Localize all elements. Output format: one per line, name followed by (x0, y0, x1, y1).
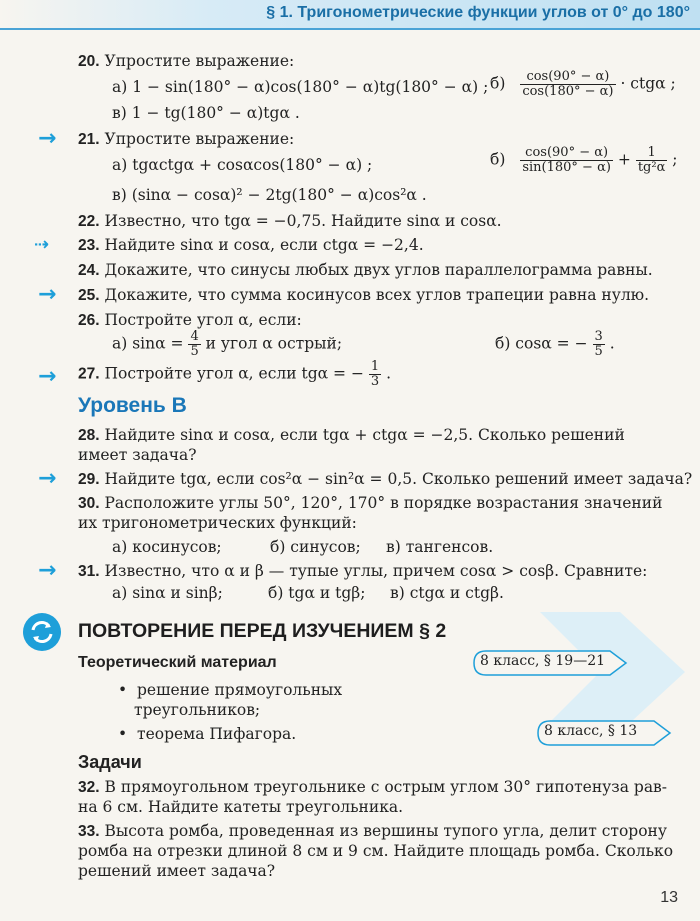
denominator: sin(180° − α) (522, 160, 611, 175)
problem-33-line2: ромба на отрезки длиной 8 см и 9 см. Найдите площадь ромба. Сколько (78, 842, 674, 860)
problem-number: 29. (78, 471, 100, 488)
problem-31-b: б) tgα и tgβ; (268, 584, 366, 602)
fraction (593, 330, 605, 359)
option-text: а) sinα = (112, 334, 184, 353)
problem-text: Постройте угол α, если tgα = − (104, 364, 364, 383)
numerator: cos(90° − α) (520, 146, 613, 161)
arrow-icon: → (38, 282, 57, 307)
denominator: 5 (190, 344, 199, 359)
fraction (520, 70, 615, 99)
bullet-item-cont: треугольников; (134, 701, 261, 719)
problem-text: Докажите, что синусы любых двух углов параллелограмма равны. (104, 261, 653, 279)
option-text: б) cosα = − (495, 334, 588, 353)
problem-25 (78, 284, 649, 307)
arrow-icon: → (38, 466, 57, 491)
problem-text: Расположите углы 50°, 120°, 170° в порядке возрастания значений (104, 494, 663, 512)
bullet-icon: • (118, 725, 137, 743)
problem-number: 31. (78, 563, 100, 580)
tasks-title: Задачи (78, 752, 142, 772)
problem-24 (78, 259, 653, 282)
problem-text: Упростите выражение: (104, 52, 295, 70)
problem-text: Известно, что α и β — тупые углы, причем cosα > cosβ. Сравните: (104, 562, 648, 580)
problem-text: Высота ромба, проведенная из вершины тупого угла, делит сторону (104, 822, 668, 840)
problem-text: Докажите, что сумма косинусов всех углов трапеции равна нулю. (104, 286, 650, 304)
problem-33-line3: решений имеет задача? (78, 862, 276, 880)
plus-sign: + (617, 150, 631, 169)
problem-number: 26. (78, 312, 100, 329)
reference-label: 8 класс, § 19—21 (480, 653, 606, 669)
problem-text: Найдите sinα и cosα, если tgα + ctgα = −2,5. Сколько решений (104, 426, 625, 444)
problem-number: 24. (78, 262, 100, 279)
fraction (636, 146, 668, 175)
numerator: 4 (190, 329, 199, 344)
problem-32-line2: на 6 см. Найдите катеты треугольника. (78, 798, 404, 816)
problem-30-a: а) косинусов; (112, 538, 222, 556)
problem-21-b (490, 146, 678, 175)
problem-number: 25. (78, 287, 100, 304)
bullet-text: теорема Пифагора. (137, 725, 297, 743)
problem-22 (78, 210, 502, 233)
option-label: б) (490, 74, 506, 93)
problem-27 (78, 360, 391, 389)
arrow-icon: → (38, 126, 57, 151)
denominator: tg²α (637, 160, 666, 175)
reference-tag-1 (470, 648, 630, 678)
numerator: 1 (370, 359, 380, 374)
problem-number: 20. (78, 53, 100, 70)
problem-number: 33. (78, 823, 100, 840)
problem-number: 23. (78, 237, 100, 254)
tail-text: · ctgα ; (620, 74, 676, 93)
problem-29 (78, 468, 692, 491)
problem-30-c: в) тангенсов. (386, 538, 494, 556)
problem-21 (78, 128, 294, 151)
denominator: cos(180° − α) (522, 84, 614, 99)
numerator: cos(90° − α) (520, 70, 615, 85)
problem-26-b (495, 330, 615, 359)
problem-text: Найдите sinα и cosα, если ctgα = −2,4. (104, 236, 424, 254)
problem-20 (78, 50, 294, 73)
problem-text: Известно, что tgα = −0,75. Найдите sinα и cosα. (104, 212, 502, 230)
repeat-icon (22, 612, 62, 652)
review-title: ПОВТОРЕНИЕ ПЕРЕД ИЗУЧЕНИЕМ § 2 (78, 620, 447, 642)
option-label: б) (490, 150, 506, 169)
fraction (369, 360, 381, 389)
problem-number: 32. (78, 779, 100, 796)
problem-20-a: а) 1 − sin(180° − α)cos(180° − α)tg(180° − α) ; (112, 78, 489, 96)
problem-28-line2: имеет задача? (78, 446, 197, 464)
bullet-text: решение прямоугольных (137, 681, 343, 699)
option-text: и угол α острый; (205, 334, 343, 353)
problem-number: 30. (78, 495, 100, 512)
denominator: 5 (594, 344, 603, 359)
problem-text: Найдите tgα, если cos²α − sin²α = 0,5. Сколько решений имеет задача? (104, 470, 693, 488)
theory-title: Теоретический материал (78, 654, 277, 671)
problem-31-c: в) ctgα и ctgβ. (390, 584, 504, 602)
page-header (0, 0, 700, 30)
problem-21-a: а) tgαctgα + cosαcos(180° − α) ; (112, 156, 373, 174)
arrow-icon: → (38, 364, 57, 389)
problem-number: 28. (78, 427, 100, 444)
problem-text: Упростите выражение: (104, 130, 295, 148)
dashed-arrow-icon: ⇢ (34, 234, 50, 255)
reference-tag-2 (534, 718, 674, 748)
problem-31-a: а) sinα и sinβ; (112, 584, 223, 602)
problem-text: . (386, 364, 392, 383)
problem-text: В прямоугольном треугольнике с острым углом 30° гипотенуза рав- (104, 778, 668, 796)
problem-26-a (112, 330, 342, 359)
tail-text: ; (672, 150, 678, 169)
bullet-item (118, 680, 342, 700)
reference-label: 8 класс, § 13 (544, 723, 638, 739)
numerator: 1 (636, 146, 668, 161)
problem-31 (78, 560, 647, 583)
problem-20-c: в) 1 − tg(180° − α)tgα . (112, 104, 300, 122)
problem-30-b: б) синусов; (270, 538, 361, 556)
denominator: 3 (370, 374, 380, 389)
problem-30-line2: их тригонометрических функций: (78, 514, 357, 532)
problem-23 (78, 234, 424, 257)
arrow-icon: → (38, 558, 57, 583)
bullet-icon: • (118, 681, 137, 699)
problem-number: 22. (78, 213, 100, 230)
fraction (520, 146, 613, 175)
page-number: 13 (660, 889, 678, 906)
numerator: 3 (594, 329, 603, 344)
level-heading: Уровень B (78, 394, 187, 417)
option-text: . (609, 334, 615, 353)
section-title: § 1. Тригонометрические функции углов от 0° до 180° (266, 4, 690, 21)
problem-number: 21. (78, 131, 100, 148)
problem-number: 27. (78, 365, 100, 383)
fraction (188, 330, 200, 359)
bullet-item (118, 724, 296, 744)
problem-20-b (490, 70, 676, 99)
problem-text: Постройте угол α, если: (104, 311, 302, 329)
problem-21-c: в) (sinα − cosα)² − 2tg(180° − α)cos²α . (112, 186, 427, 204)
